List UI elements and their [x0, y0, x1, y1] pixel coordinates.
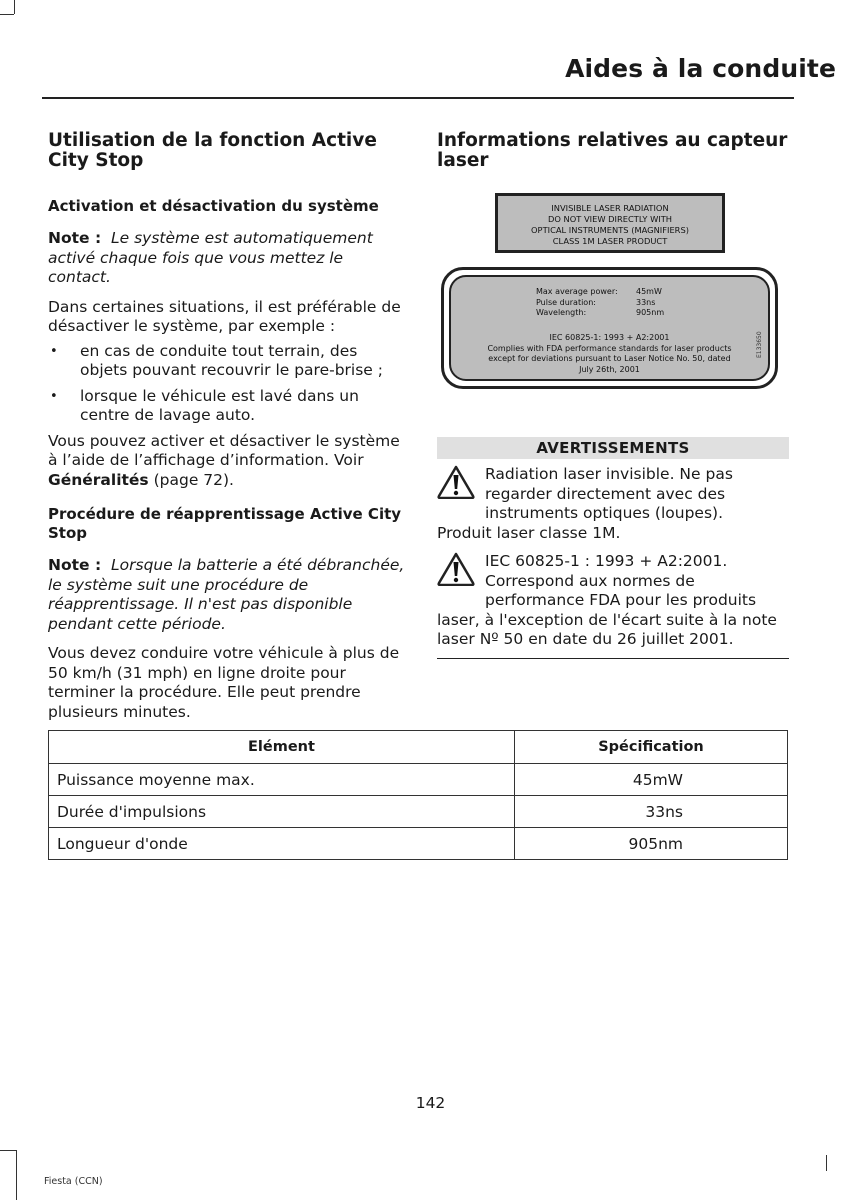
crop-mark: [0, 1150, 16, 1151]
label-spec-key: Wavelength:: [536, 308, 587, 317]
table-cell: 33ns: [515, 796, 788, 828]
crop-mark: [0, 14, 14, 15]
left-column: [48, 131, 406, 722]
laser-spec-label-inner: [449, 275, 770, 381]
label-line: Complies with FDA performance standards for laser products: [487, 343, 732, 353]
column-header: Spécification: [515, 731, 788, 764]
paragraph: Dans certaines situations, il est préférable de désactiver le système, par exemple :: [48, 297, 401, 335]
bullet-list: [48, 342, 406, 426]
figure-code: E133650: [756, 331, 763, 358]
label-spec-key: Max average power:: [536, 287, 618, 296]
warning-triangle-icon: [437, 552, 475, 586]
list-item: • en cas de conduite tout terrain, des objets pouvant recouvrir le pare-brise ;: [48, 342, 406, 381]
label-spec-value: 33ns: [636, 297, 656, 307]
label-spec-value: 905nm: [636, 308, 665, 317]
table-row: [49, 764, 788, 796]
warning-text: [437, 465, 789, 543]
label-line: except for deviations pursuant to Laser Notice No. 50, dated: [488, 354, 731, 363]
label-iec-text: [451, 333, 768, 375]
table-cell: Longueur d'onde: [49, 828, 515, 860]
column-header: Elément: [49, 731, 515, 764]
page-number: 142: [415, 1094, 446, 1112]
label-line: CLASS 1M LASER PRODUCT: [552, 236, 668, 246]
warning-text: [437, 552, 789, 650]
label-spec-key: Pulse duration:: [536, 297, 596, 307]
warning-triangle-icon: [437, 465, 475, 499]
list-item: • lorsque le véhicule est lavé dans un centre de lavage auto.: [48, 387, 406, 426]
note-text: Le système est automatiquement activé chaque fois que vous mettez le contact.: [48, 229, 373, 286]
warning-text-tail: laser, à l'exception de l'écart suite à la note laser Nº 50 en date du 26 juillet 2001.: [437, 610, 777, 648]
label-spec-row: [536, 298, 664, 309]
warnings-heading: AVERTISSEMENTS: [437, 437, 789, 459]
table-cell: Puissance moyenne max.: [49, 764, 515, 796]
label-line: July 26th, 2001: [579, 364, 640, 374]
warning-text-hanging: Radiation laser invisible. Ne pas regarder directement avec des instruments optiques (loupes).: [485, 465, 733, 522]
warning-text-hanging: IEC 60825-1 : 1993 + A2:2001. Correspond aux normes de performance FDA pour les produits: [485, 552, 757, 609]
label-line: IEC 60825-1: 1993 + A2:2001: [549, 333, 670, 342]
label-spec-row: [536, 308, 664, 319]
paragraph: [48, 432, 406, 491]
table-header-row: [49, 731, 788, 764]
paragraph: Vous devez conduire votre véhicule à plus de 50 km/h (31 mph) en ligne droite pour terminer la procédure. Elle peut prendre plusieurs minutes.: [48, 644, 400, 721]
footer-model: Fiesta (CCN): [44, 1176, 103, 1187]
specification-table: [48, 730, 788, 860]
label-spec-value: 45mW: [636, 287, 662, 296]
note: [48, 556, 406, 634]
table-cell: Durée d'impulsions: [49, 796, 515, 828]
note-text: Lorsque la batterie a été débranchée, le système suit une procédure de réapprentissage. Il n'est pas disponible pendant cette période.: [48, 556, 405, 633]
warning-text-tail: Produit laser classe 1M.: [437, 523, 621, 542]
note: [48, 229, 406, 288]
label-line: INVISIBLE LASER RADIATION: [551, 203, 669, 213]
label-line: OPTICAL INSTRUMENTS (MAGNIFIERS): [531, 225, 689, 235]
label-spec-list: [536, 287, 664, 319]
label-spec-row: [536, 287, 664, 298]
laser-warning-label: [495, 193, 725, 253]
laser-label-figure: [437, 193, 789, 423]
crop-mark: [14, 0, 15, 14]
section-heading: Informations relatives au capteur laser: [437, 130, 788, 171]
section-heading: Utilisation de la fonction Active City Stop: [48, 130, 377, 171]
crop-mark: [16, 1150, 17, 1200]
table-cell: 905nm: [515, 828, 788, 860]
table-row: [49, 796, 788, 828]
header-rule: [42, 97, 794, 99]
crop-mark: [826, 1155, 827, 1171]
table-cell: 45mW: [515, 764, 788, 796]
laser-spec-label: [441, 267, 778, 389]
note-label: Note :: [48, 556, 102, 574]
warning-item: [437, 465, 789, 543]
subsection-heading: Procédure de réapprentissage Active City Stop: [48, 505, 402, 542]
cross-reference-link[interactable]: Généralités: [48, 470, 149, 489]
note-label: Note :: [48, 229, 102, 247]
warning-item: [437, 552, 789, 650]
paragraph-text: (page 72).: [148, 470, 234, 489]
page-title: Aides à la conduite: [565, 54, 836, 83]
warning-divider: [437, 658, 789, 659]
label-line: DO NOT VIEW DIRECTLY WITH: [547, 214, 673, 224]
subsection-heading: Activation et désactivation du système: [48, 197, 379, 215]
right-column: [437, 131, 789, 659]
paragraph-text: Vous pouvez activer et désactiver le système à l’aide de l’affichage d’information. Voir: [48, 431, 400, 469]
table-row: [49, 828, 788, 860]
